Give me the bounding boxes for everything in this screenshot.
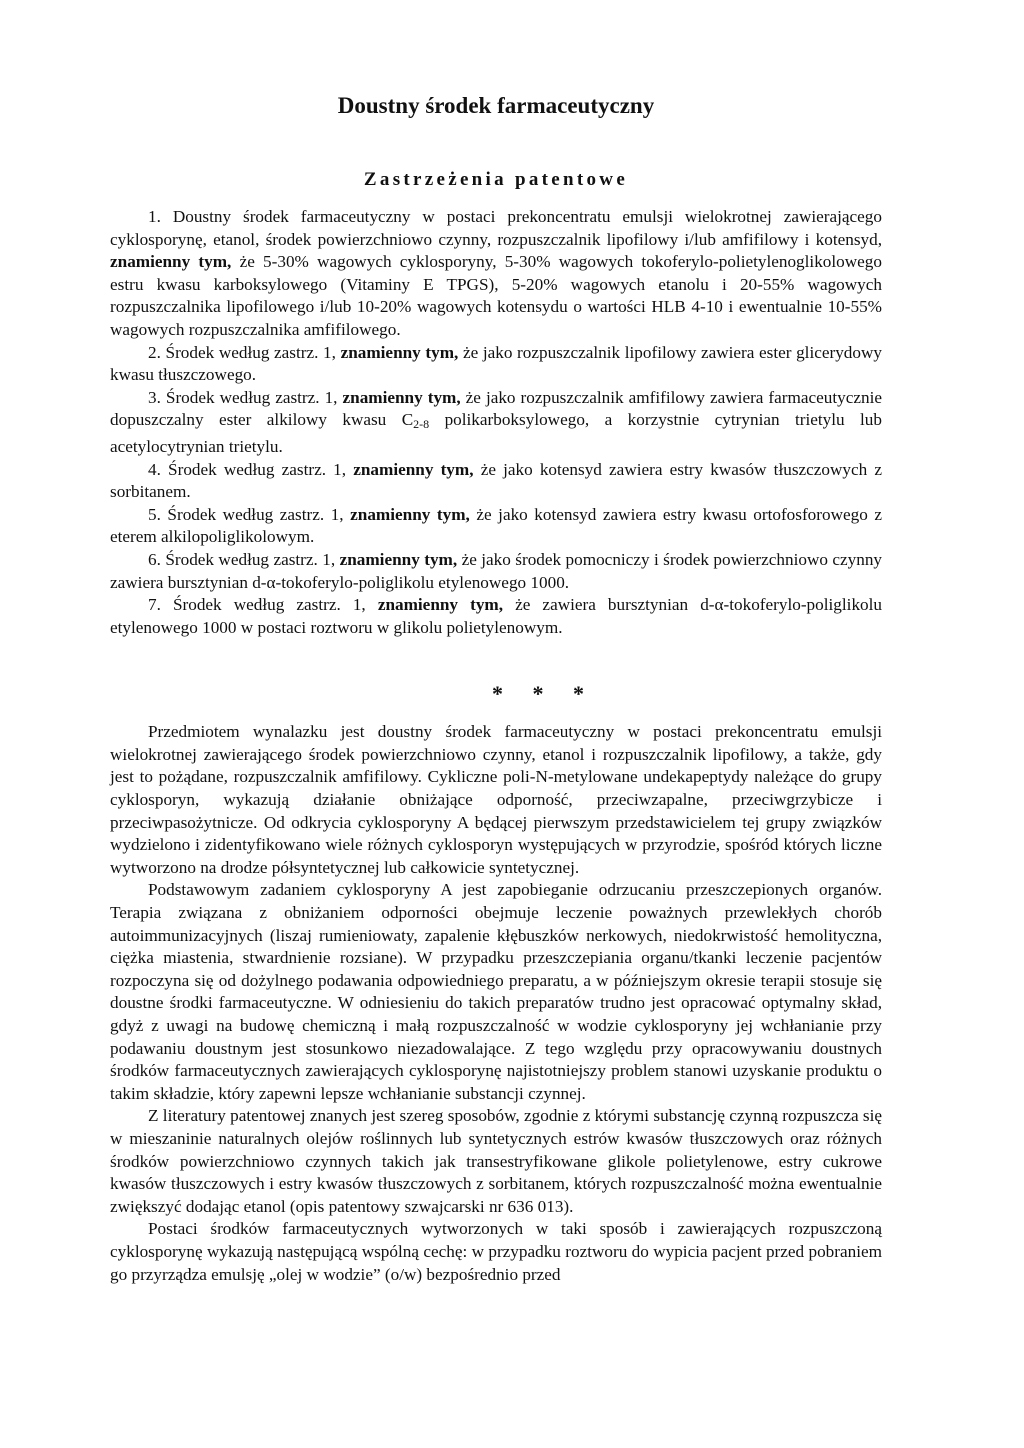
description-paragraph: Postaci środków farmaceutycznych wytworzonych w taki sposób i zawierających rozpuszczoną cyklosporynę wykazują następującą wspólną cechę: w przypadku roztworu do wypicia pacjent przed pobraniem go przyrządza emulsję „olej w wodzie” (o/w) bezpośrednio przed <box>110 1219 882 1284</box>
claim-text: 6. Środek według zastrz. 1, <box>148 549 336 569</box>
claim-2 <box>110 342 882 387</box>
claim-1 <box>110 206 882 342</box>
claim-text: że zawiera bursztynian d-α-tokoferylo-poliglikolu etylenowego 1000 w postaci roztworu w glikolu polietylenowym. <box>110 595 882 637</box>
claim-text: że jako rozpuszczalnik lipofilowy zawiera ester glicerydowy kwasu tłuszczowego. <box>110 342 882 385</box>
claim-text: 5. Środek według zastrz. 1, <box>148 504 344 524</box>
document-title: Doustny środek farmaceutyczny <box>337 93 655 118</box>
claim-5 <box>110 504 882 549</box>
claim-keyword: znamienny tym, <box>110 252 232 272</box>
claim-text: 2. Środek według zastrz. 1, <box>148 342 336 362</box>
claim-text: 7. Środek według zastrz. 1, <box>148 595 366 615</box>
claim-keyword: znamienny tym, <box>342 387 461 407</box>
section-separator: * * * <box>492 681 596 707</box>
claim-text: 1. Doustny środek farmaceutyczny w postaci prekoncentratu emulsji wielokrotnej zawierającego cyklosporynę, etanol, środek powierzchniowo czynny, rozpuszczalnik lipofilowy i/lub amfifilowy i kotensyd, <box>110 207 882 249</box>
section-title-claims: Zastrzeżenia patentowe <box>363 169 629 190</box>
claim-text: że jako kotensyd zawiera estry kwasów tłuszczowych z sorbitanem. <box>110 459 883 502</box>
claim-text: że jako rozpuszczalnik amfifilowy zawiera farmaceutycznie dopuszczalny ester alkilowy kwasu C <box>110 387 882 430</box>
claim-keyword: znamienny tym, <box>340 342 459 362</box>
description-paragraph: Z literatury patentowej znanych jest szereg sposobów, zgodnie z którymi substancję czynną rozpuszcza się w mieszaninie naturalnych olejów roślinnych lub syntetycznych estrów kwasów tłuszczowych oraz różnych środków powierzchniowo czynnych takich jak transestryfikowane glikole polietylenowe, estry cukrowe kwasów tłuszczowych i estry kwasów tłuszczowych z sorbitanem, których rozpuszczalność można ewentualnie zwiększyć dodając etanol (opis patentowy szwajcarski nr 636 013). <box>110 1106 882 1216</box>
claim-text: że jako kotensyd zawiera estry kwasu ortofosforowego z eterem alkilopoliglikolowym. <box>110 504 882 547</box>
claim-keyword: znamienny tym, <box>350 504 470 524</box>
description-paragraph: Podstawowym zadaniem cyklosporyny A jest zapobieganie odrzucaniu przeszczepionych organów. Terapia związana z obniżaniem odporności obejmuje leczenie poważnych przewlekłych chorób autoimmunizacyjnych (liszaj rumieniowaty, zapalenie kłębuszków nerkowych, niedokrwistość hemolityczna, ciężka miastenia, stwardnienie rozsiane). W przypadku przeszczepiania organu/tkanki leczenie pacjentów rozpoczyna się od dożylnego podawania odpowiedniego preparatu, a w późniejszym okresie terapii stosuje się doustne środki farmaceutyczne. W odniesieniu do takich preparatów trudno jest opracować optymalny skład, gdyż z uwagi na budowę chemiczną i małą rozpuszczalność w wodzie cyklosporyny jej wchłanianie przy podawaniu doustnym jest stosunkowo niezadowalające. Z tego względu przy opracowywaniu doustnych środków farmaceutycznych zawierających cyklosporynę najistotniejszy problem stanowi uzyskanie produktu o takim składzie, który zapewni lepsze wchłanianie substancji czynnej. <box>110 880 882 1103</box>
description-body <box>110 721 882 1286</box>
claim-keyword: znamienny tym, <box>377 595 504 615</box>
claim-text: 3. Środek według zastrz. 1, <box>148 387 338 407</box>
claim-4 <box>110 459 882 504</box>
claim-text: że jako środek pomocniczy i środek powierzchniowo czynny zawiera bursztynian d-α-tokoferylo-poliglikolu etylenowego 1000. <box>110 549 883 592</box>
claim-keyword: znamienny tym, <box>339 549 458 569</box>
claim-text: polikarboksylowego, a korzystnie cytrynian trietylu lub acetylocytrynian trietylu. <box>110 410 882 456</box>
claims-list <box>110 206 882 639</box>
claim-text: 4. Środek według zastrz. 1, <box>148 459 347 479</box>
claim-3 <box>110 387 882 459</box>
description-paragraph: Przedmiotem wynalazku jest doustny środek farmaceutyczny w postaci prekoncentratu emulsji wielokrotnej zawierającego środek powierzchniowo czynny, etanol i rozpuszczalnik lipofilowy, a także, gdy jest to pożądane, rozpuszczalnik amfifilowy. Cykliczne poli-N-metylowane undekapeptydy należące do grupy cyklosporyn, wykazują działanie obniżające odporność, przeciwzapalne, przeciwgrzybicze i przeciwpasożytnicze. Od odkrycia cyklosporyny A będącej pierwszym przedstawicielem tej grupy związków wydzielono i zidentyfikowano wiele różnych cyklosporyn występujących w przyrodzie, spośród których liczne wytworzono na drodze półsyntetycznej lub całkowicie syntetycznej. <box>110 722 882 877</box>
claim-text: że 5-30% wagowych cyklosporyny, 5-30% wagowych tokoferylo-polietylenoglikolowego estru kwasu karboksylowego (Vitaminy E TPGS), 5-20% wagowych etanolu i 20-55% wagowych rozpuszczalnika lipofilowego i/lub 10-20% wagowych kotensydu o wartości HLB 4-10 i ewentualnie 10-55% wagowych rozpuszczalnika amfifilowego. <box>110 252 882 339</box>
claim-6 <box>110 549 882 594</box>
claim-7 <box>110 594 882 639</box>
claim-subscript: 2-8 <box>413 417 430 432</box>
claim-keyword: znamienny tym, <box>353 459 474 479</box>
document-page <box>110 92 882 1286</box>
